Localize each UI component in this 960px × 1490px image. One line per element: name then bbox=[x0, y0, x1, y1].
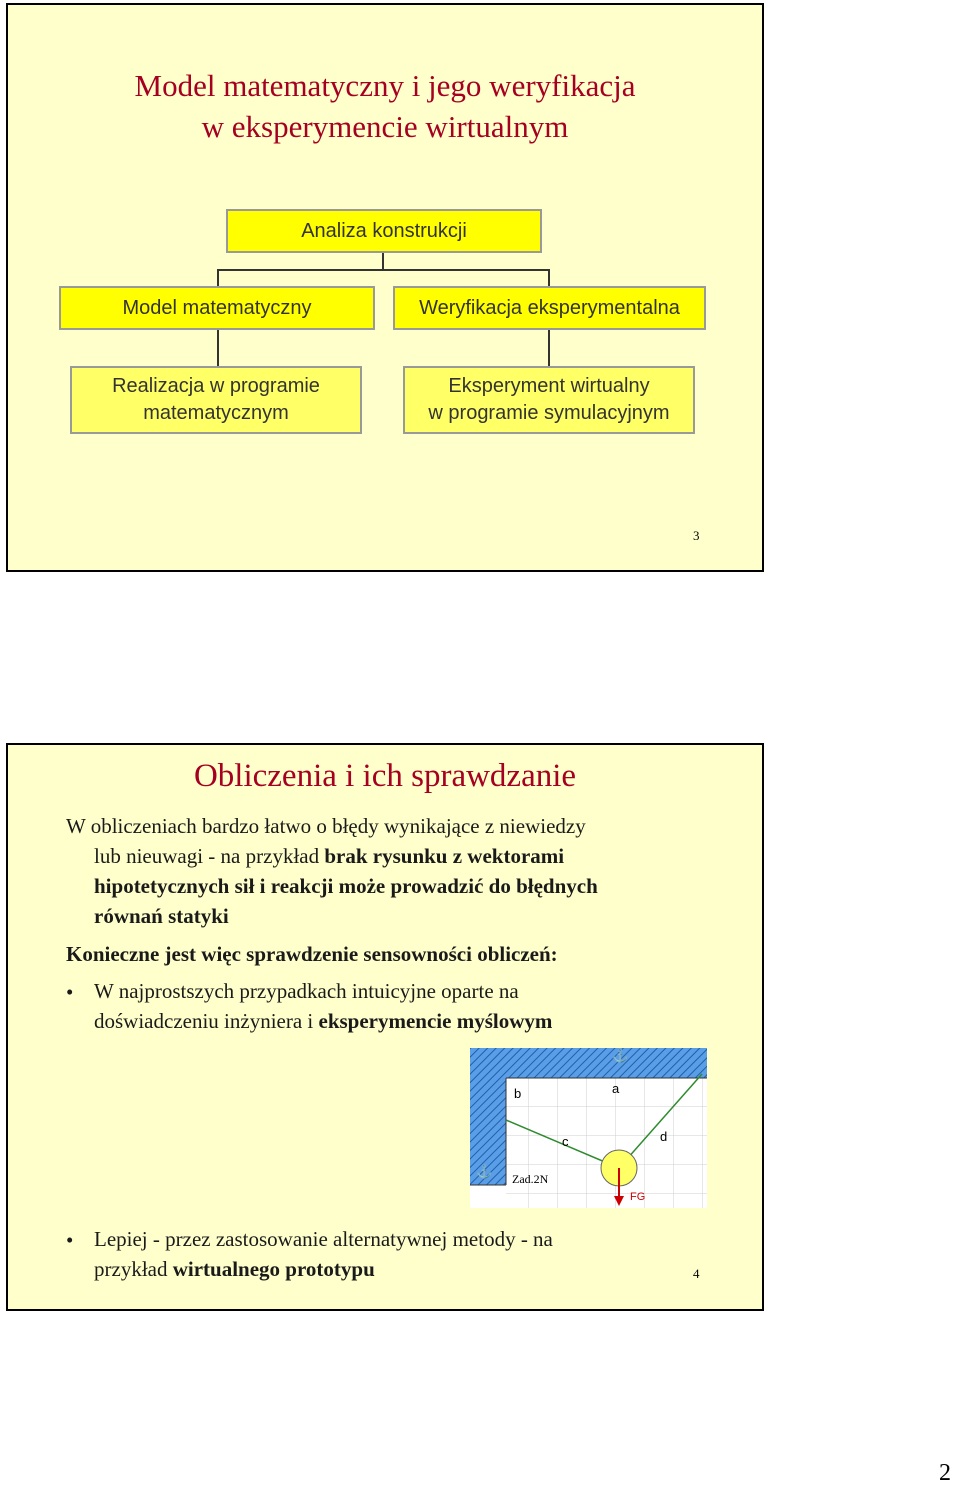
anchor-side-icon: ⚓ bbox=[476, 1164, 493, 1179]
connector-right-child bbox=[548, 330, 550, 368]
paragraph-1-line-2-bold: brak rysunku z wektorami bbox=[324, 844, 565, 868]
diagram-grid bbox=[506, 1078, 707, 1208]
box-realizacja-line-2: matematycznym bbox=[143, 402, 289, 424]
pendulum-diagram bbox=[470, 1048, 707, 1208]
anchor-top-icon: ⚓ bbox=[612, 1048, 629, 1063]
slide-4-title: Obliczenia i ich sprawdzanie bbox=[193, 758, 577, 794]
label-zad: Zad.2N bbox=[512, 1172, 549, 1186]
label-d: d bbox=[660, 1129, 668, 1144]
slide-3-title bbox=[8, 65, 762, 147]
bullet-2-line-1: Lepiej - przez zastosowanie alternatywnej metody - na bbox=[94, 1227, 553, 1251]
label-c: c bbox=[562, 1134, 569, 1149]
connector-root-stem bbox=[382, 253, 384, 269]
slide-3-title-line-1: Model matematyczny i jego weryfikacja bbox=[134, 68, 636, 103]
paragraph-1-line-2 bbox=[66, 841, 746, 871]
slide-3-number: 3 bbox=[693, 528, 700, 543]
slide-4 bbox=[6, 743, 764, 1311]
label-b: b bbox=[514, 1086, 522, 1101]
page-number: 2 bbox=[939, 1460, 951, 1486]
bullet-2-marker: • bbox=[66, 1228, 74, 1252]
paragraph-1-line-1: W obliczeniach bardzo łatwo o błędy wynikające z niewiedzy bbox=[66, 814, 586, 838]
label-a: a bbox=[612, 1081, 620, 1096]
bullet-2-line-2-bold: wirtualnego prototypu bbox=[172, 1257, 375, 1281]
box-weryfikacja-eksperymentalna bbox=[393, 286, 706, 330]
bullet-1-line-2-bold: eksperymencie myślowym bbox=[318, 1009, 553, 1033]
bullet-1-line-2 bbox=[94, 1006, 734, 1036]
paragraph-1-line-2-plain: lub nieuwagi - na przykład bbox=[94, 844, 325, 868]
box-eksperyment-wirtualny bbox=[403, 366, 695, 434]
label-fg: FG bbox=[630, 1191, 646, 1203]
box-eksperyment-line-1: Eksperyment wirtualny bbox=[448, 375, 650, 397]
box-model-matematyczny bbox=[59, 286, 375, 330]
paragraph-1 bbox=[66, 811, 746, 931]
paragraph-2: Konieczne jest więc sprawdzenie sensowności obliczeń: bbox=[66, 942, 558, 966]
bullet-2-line-2 bbox=[94, 1254, 734, 1284]
bullet-1-line-2-plain: doświadczeniu inżyniera i bbox=[94, 1009, 319, 1033]
bullet-1-text bbox=[94, 976, 734, 1036]
connector-horizontal-top bbox=[217, 269, 550, 271]
paragraph-1-line-3: hipotetycznych sił i reakcji może prowadzić do błędnych bbox=[94, 874, 598, 898]
paragraph-1-line-4: równań statyki bbox=[94, 904, 229, 928]
bullet-1-marker: • bbox=[66, 980, 74, 1004]
bullet-1-line-1: W najprostszych przypadkach intuicyjne oparte na bbox=[94, 979, 519, 1003]
box-eksperyment-line-2: w programie symulacyjnym bbox=[428, 402, 670, 424]
bullet-2-line-2-plain: przykład bbox=[94, 1257, 173, 1281]
box-realizacja-w-programie bbox=[70, 366, 362, 434]
bullet-2-text bbox=[94, 1224, 734, 1284]
box-analiza-konstrukcji-label: Analiza konstrukcji bbox=[301, 219, 467, 242]
slide-3-title-line-2: w eksperymencie wirtualnym bbox=[201, 109, 569, 144]
slide-3 bbox=[6, 3, 764, 572]
box-analiza-konstrukcji bbox=[226, 209, 542, 253]
box-model-matematyczny-label: Model matematyczny bbox=[122, 296, 312, 319]
box-realizacja-line-1: Realizacja w programie bbox=[112, 375, 320, 397]
connector-left-child bbox=[217, 330, 219, 368]
slide-4-number: 4 bbox=[693, 1266, 700, 1281]
box-weryfikacja-eksperymentalna-label: Weryfikacja eksperymentalna bbox=[419, 296, 680, 319]
